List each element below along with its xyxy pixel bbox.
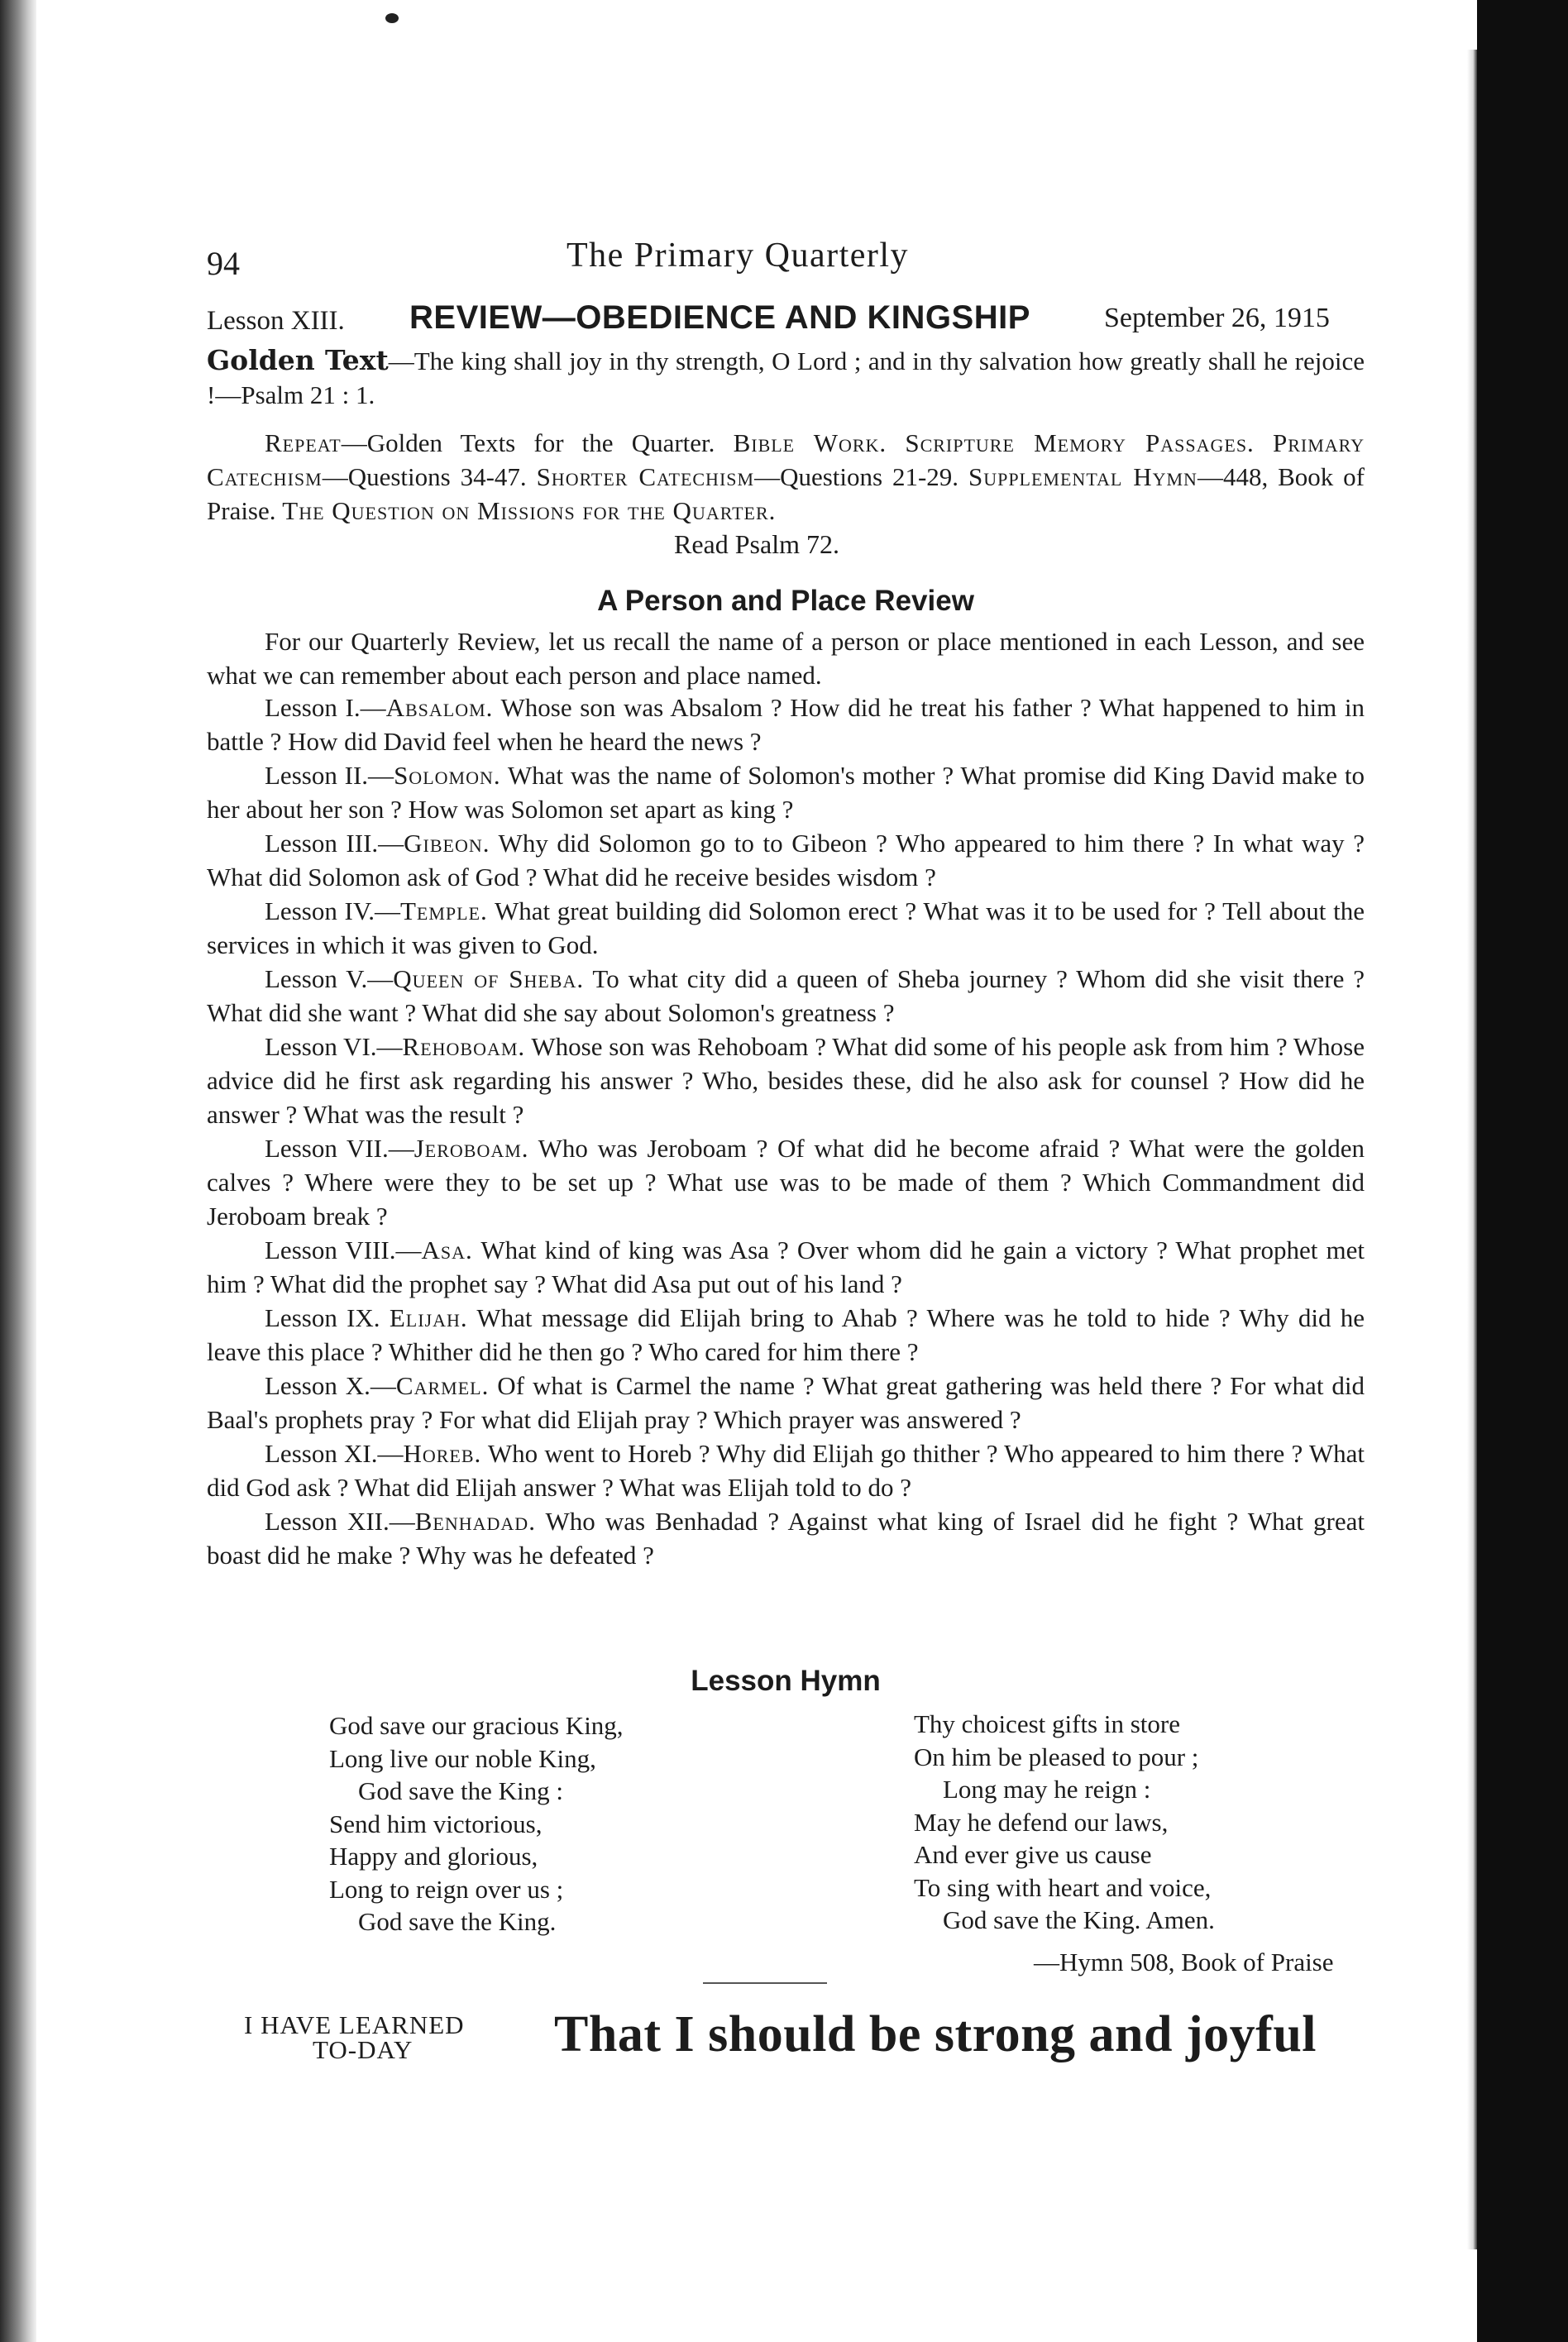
hymn-stanza-right — [914, 1708, 1215, 1937]
review-lesson-name: Jeroboam. — [414, 1134, 529, 1163]
repeat-item-title: Bible Work. — [733, 428, 887, 457]
review-lesson-label: Lesson VIII.— — [265, 1236, 422, 1264]
hymn-line: Long live our noble King, — [329, 1743, 596, 1773]
review-lesson-questions: Of what is Carmel the name ? What great gathering was held there ? For what did Baal's prophets pray ? For what did Elijah pray ? Which prayer was answered ? — [207, 1371, 1365, 1434]
review-lesson-label: Lesson X.— — [265, 1371, 396, 1400]
hymn-line: Send him victorious, — [329, 1809, 543, 1838]
divider-rule — [703, 1982, 827, 1984]
lesson-number: Lesson XIII. — [207, 306, 345, 336]
scan-smudge — [385, 13, 399, 23]
scan-binding-shadow — [0, 0, 36, 2342]
hymn-source: —Hymn 508, Book of Praise — [1034, 1948, 1334, 1976]
golden-text-label: Golden Text — [207, 344, 389, 376]
review-lesson-questions: Whose son was Absalom ? How did he treat his father ? What happened to him in battle ? How did David feel when he heard the news ? — [207, 693, 1365, 756]
hymn-stanza-left — [329, 1709, 624, 1938]
review-lesson-item — [207, 826, 1365, 894]
golden-text — [207, 343, 1365, 412]
repeat-item-title: Supplemental Hymn — [968, 462, 1198, 491]
repeat-item-text — [1255, 428, 1273, 457]
review-lesson-name: Asa. — [421, 1236, 473, 1264]
review-lesson-questions: What great building did Solomon erect ? What was it to be used for ? Tell about the services in which it was given to God. — [207, 896, 1365, 959]
golden-text-body: —The king shall joy in thy strength, O Lord ; and in thy salvation how greatly shall he rejoice !—Psalm 21 : 1. — [207, 347, 1365, 409]
review-lesson-questions: Why did Solomon go to to Gibeon ? Who appeared to him there ? In what way ? What did Solomon ask of God ? What did he receive besides wisdom ? — [207, 829, 1365, 891]
repeat-item-title: Repeat — [265, 428, 342, 457]
hymn-line: Long to reign over us ; — [329, 1874, 564, 1904]
hymn-line: May he defend our laws, — [914, 1807, 1169, 1837]
repeat-item-text: —Questions 21-29. — [754, 462, 968, 491]
review-intro: For our Quarterly Review, let us recall the name of a person or place mentioned in each Lesson, and see what we can remember about each person and place named. — [207, 627, 1365, 690]
review-lesson-questions: Who went to Horeb ? Why did Elijah go thither ? Who appeared to him there ? What did God ask ? What did Elijah answer ? What was Elijah told to do ? — [207, 1439, 1365, 1502]
learned-statement: That I should be strong and joyful — [554, 2006, 1317, 2062]
review-lesson-label: Lesson XII.— — [265, 1507, 415, 1536]
hymn-line: To sing with heart and voice, — [914, 1872, 1212, 1902]
review-lesson-name: Benhadad. — [414, 1507, 536, 1536]
repeat-item-title: Scripture Memory Passages. — [905, 428, 1255, 457]
repeat-item-text: —Questions 34-47. — [322, 462, 537, 491]
scan-dark-margin — [1477, 0, 1568, 2342]
review-lesson-item — [207, 962, 1365, 1030]
hymn-line: God save the King. Amen. — [943, 1905, 1215, 1934]
review-lesson-name: Solomon. — [394, 761, 501, 790]
repeat-instructions — [207, 426, 1365, 528]
review-lesson-item — [207, 1436, 1365, 1504]
reading-assignment: Read Psalm 72. — [674, 529, 839, 559]
review-heading: A Person and Place Review — [597, 585, 974, 617]
lesson-date: September 26, 1915 — [1104, 303, 1330, 333]
review-lesson-item — [207, 691, 1365, 758]
hymn-line: God save our gracious King, — [329, 1711, 624, 1740]
repeat-item-text: —448, Book of Praise. — [207, 462, 1365, 525]
review-lesson-name: Queen of Sheba. — [393, 964, 585, 993]
review-lesson-name: Gibeon. — [404, 829, 490, 858]
hymn-heading: Lesson Hymn — [691, 1665, 881, 1697]
repeat-item-title: Primary Catechism — [207, 428, 1365, 491]
review-lesson-questions: What kind of king was Asa ? Over whom did he gain a victory ? What prophet met him ? What did the prophet say ? What did Asa put out of his land ? — [207, 1236, 1365, 1298]
review-lesson-label: Lesson IX. — [265, 1303, 390, 1332]
repeat-item-text: —Golden Texts for the Quarter. — [341, 428, 734, 457]
review-lesson-name: Elijah. — [389, 1303, 468, 1332]
review-lesson-label: Lesson V.— — [265, 964, 394, 993]
running-title: The Primary Quarterly — [566, 237, 910, 275]
review-lesson-item — [207, 1030, 1365, 1131]
learned-label-line1: I HAVE LEARNED — [244, 2010, 465, 2039]
review-lesson-item — [207, 894, 1365, 962]
repeat-item-title: Shorter Catechism — [536, 462, 755, 491]
review-lesson-name: Rehoboam. — [402, 1032, 526, 1061]
hymn-line: Long may he reign : — [943, 1775, 1151, 1804]
page-number: 94 — [207, 245, 240, 282]
hymn-line: God save the King : — [358, 1776, 563, 1805]
review-lesson-item — [207, 1504, 1365, 1572]
hymn-line: On him be pleased to pour ; — [914, 1742, 1199, 1771]
review-lesson-name: Temple. — [400, 896, 488, 925]
repeat-item-text — [887, 428, 905, 457]
review-lesson-item — [207, 1131, 1365, 1233]
review-lesson-label: Lesson III.— — [265, 829, 404, 858]
review-lesson-name: Carmel. — [395, 1371, 490, 1400]
review-lesson-questions: Who was Jeroboam ? Of what did he become afraid ? What were the golden calves ? Where were they to be set up ? What use was to be made of them ? Which Commandment did Jeroboam break ? — [207, 1134, 1365, 1231]
review-lesson-questions: To what city did a queen of Sheba journey ? Whom did she visit there ? What did she want ? What did she say about Solomon's greatness ? — [207, 964, 1365, 1027]
hymn-line: Happy and glorious, — [329, 1842, 538, 1871]
lesson-title: REVIEW—OBEDIENCE AND KINGSHIP — [409, 299, 1030, 336]
hymn-line: Thy choicest gifts in store — [914, 1709, 1180, 1738]
review-lesson-label: Lesson VI.— — [265, 1032, 403, 1061]
review-lesson-item — [207, 1369, 1365, 1436]
scan-page-edge — [1467, 50, 1477, 2249]
review-lesson-label: Lesson XI.— — [265, 1439, 404, 1468]
review-lesson-label: Lesson IV.— — [265, 896, 400, 925]
review-lesson-item — [207, 758, 1365, 826]
hymn-line: And ever give us cause — [914, 1840, 1152, 1869]
learned-label-line2: TO-DAY — [313, 2035, 414, 2064]
review-lesson-item — [207, 1301, 1365, 1369]
review-lesson-label: Lesson VII.— — [265, 1134, 414, 1163]
repeat-item-title: The Question on Missions for the Quarter. — [282, 496, 777, 525]
review-lesson-label: Lesson II.— — [265, 761, 394, 790]
review-lesson-item — [207, 1233, 1365, 1301]
hymn-line: God save the King. — [358, 1907, 557, 1936]
review-lesson-name: Absalom. — [385, 693, 494, 722]
review-lesson-name: Horeb. — [403, 1439, 482, 1468]
review-lesson-questions: Who was Benhadad ? Against what king of Israel did he fight ? What great boast did he make ? Why was he defeated ? — [207, 1507, 1365, 1570]
review-lesson-questions: What was the name of Solomon's mother ? What promise did King David make to her about her son ? How was Solomon set apart as king ? — [207, 761, 1365, 824]
review-lesson-questions: Whose son was Rehoboam ? What did some of his people ask from him ? Whose advice did he first ask regarding his answer ? Who, besides these, did he also ask for counsel ? How did he answer ? What was the result ? — [207, 1032, 1365, 1129]
review-lesson-questions: What message did Elijah bring to Ahab ? Where was he told to hide ? Why did he leave this place ? Whither did he then go ? Who cared for him there ? — [207, 1303, 1365, 1366]
review-lesson-list — [207, 691, 1365, 1572]
review-lesson-label: Lesson I.— — [265, 693, 386, 722]
